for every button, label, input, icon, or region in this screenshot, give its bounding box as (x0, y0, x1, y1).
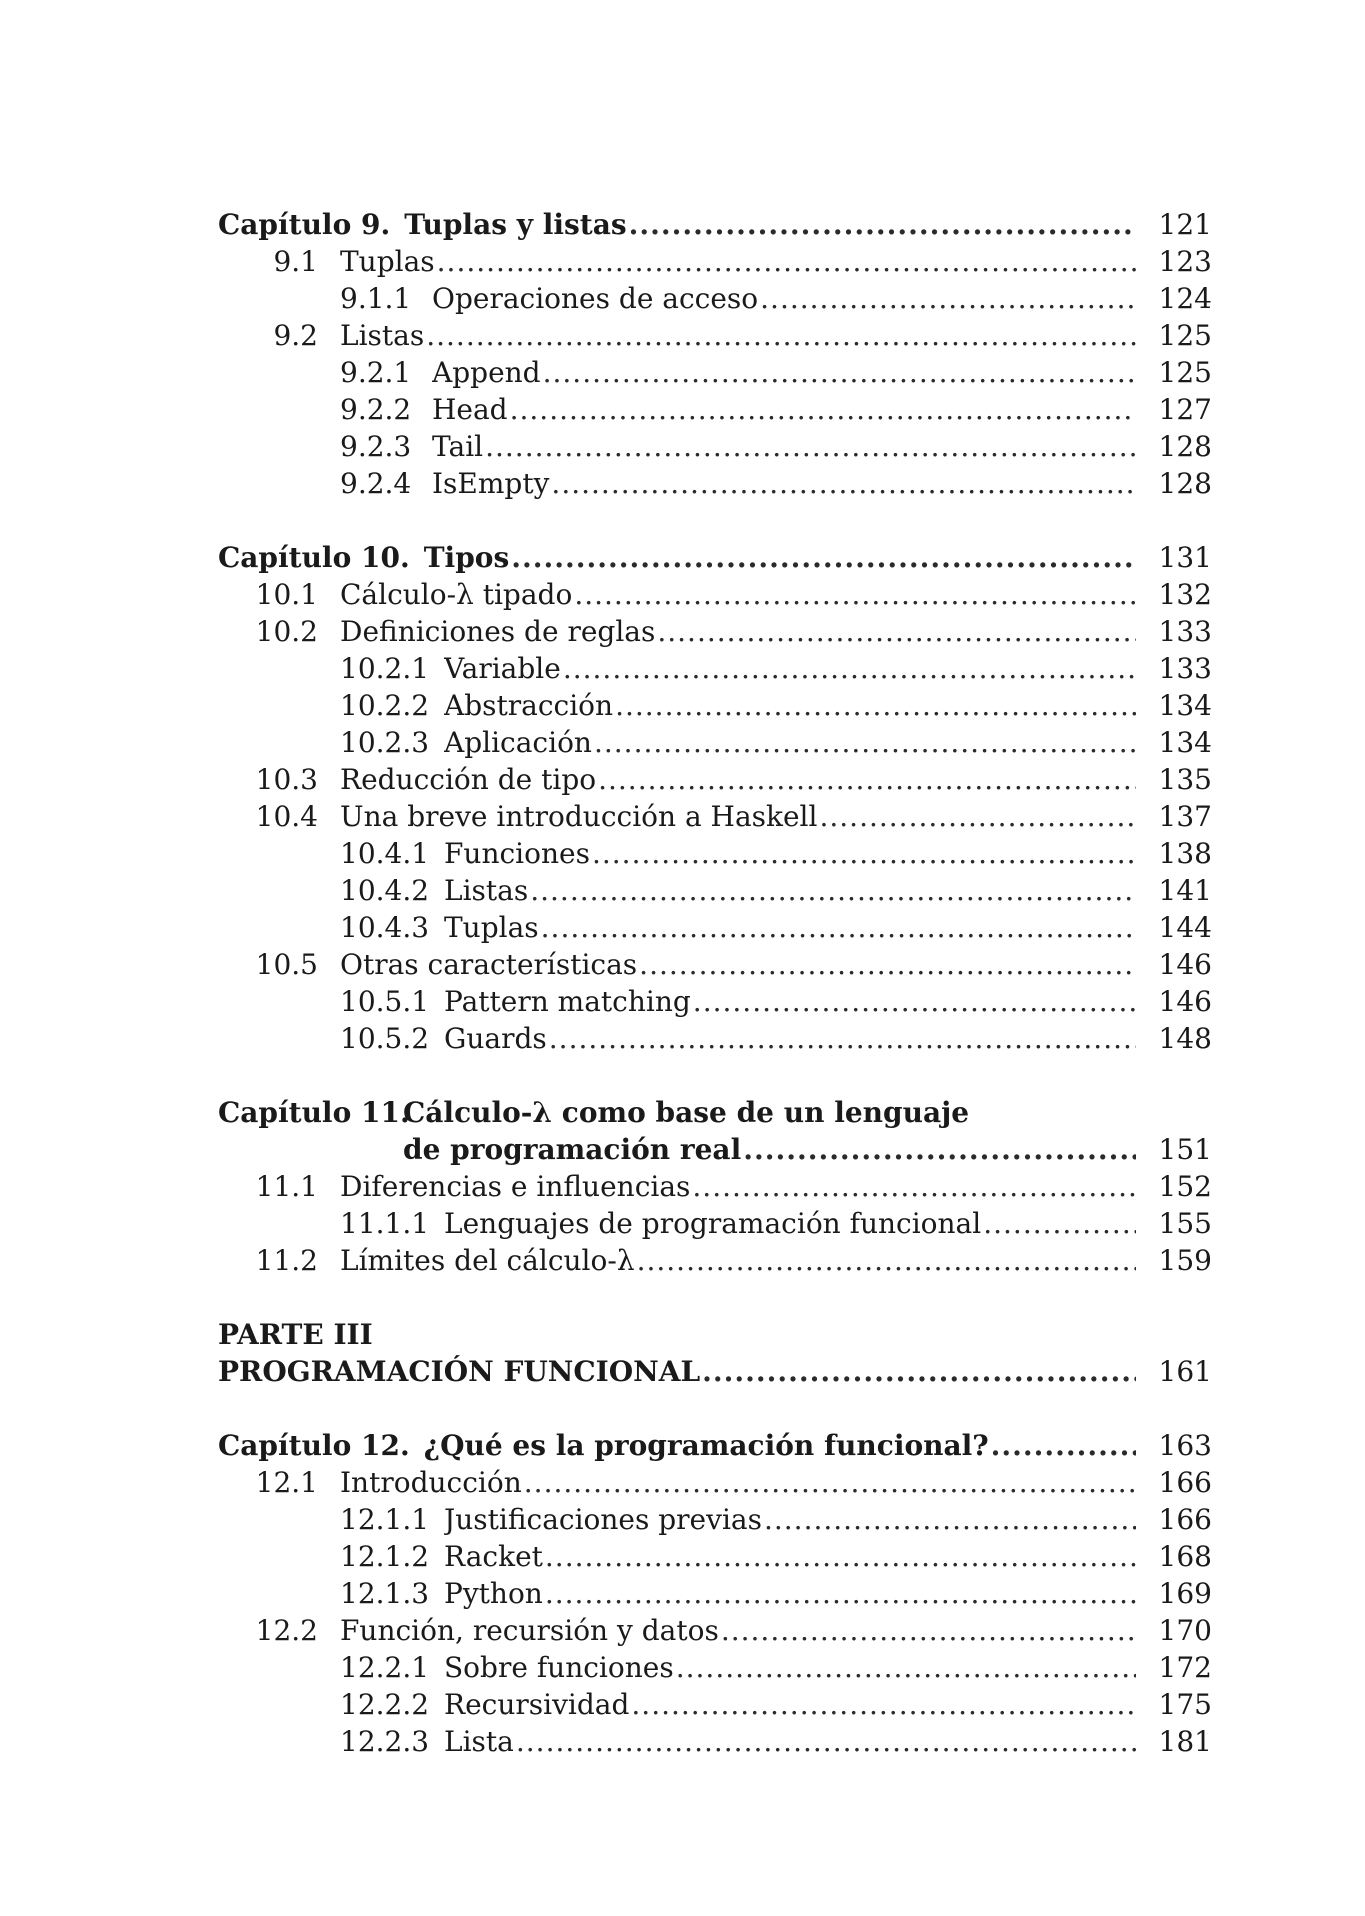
toc-chapter-11-line2 (0, 1131, 1365, 1168)
section-entry (340, 798, 1136, 835)
leader-dots (692, 1168, 1136, 1205)
subsection-page: 127 (1158, 393, 1212, 426)
subsection-number: 12.1.1 (340, 1503, 430, 1536)
leader-dots (437, 243, 1136, 280)
subsection-entry (444, 724, 1136, 761)
leader-dots (983, 1205, 1136, 1242)
chapter-11-entry (403, 1131, 1136, 1168)
section-entry (340, 1168, 1136, 1205)
subsection-page: 168 (1158, 1540, 1212, 1573)
leader-dots (657, 613, 1136, 650)
subsection-entry (444, 1723, 1136, 1760)
leader-dots (549, 1020, 1136, 1057)
subsection-page: 125 (1158, 356, 1212, 389)
leader-dots (541, 909, 1136, 946)
subsection-number: 9.2.4 (340, 467, 412, 500)
subsection-page: 141 (1158, 874, 1212, 907)
toc-subsection-10-4-3 (0, 909, 1365, 946)
subsection-entry (444, 687, 1136, 724)
section-entry (340, 1464, 1136, 1501)
subsection-page: 133 (1158, 652, 1212, 685)
subsection-title: Tuplas (444, 911, 539, 944)
subsection-title: IsEmpty (432, 467, 550, 500)
subsection-number: 10.4.1 (340, 837, 430, 870)
toc-subsection-11-1-1 (0, 1205, 1365, 1242)
subsection-page: 172 (1158, 1651, 1212, 1684)
subsection-number: 12.2.2 (340, 1688, 430, 1721)
subsection-page: 134 (1158, 689, 1212, 722)
section-title: Cálculo-λ tipado (340, 578, 573, 611)
section-number: 9.2 (273, 319, 318, 352)
subsection-number: 12.2.3 (340, 1725, 430, 1758)
section-number: 10.2 (255, 615, 318, 648)
toc-subsection-12-2-2 (0, 1686, 1365, 1723)
leader-dots (743, 1131, 1136, 1168)
subsection-entry (432, 354, 1136, 391)
subsection-title: Tail (432, 430, 484, 463)
toc-subsection-9-2-2 (0, 391, 1365, 428)
toc-subsection-9-2-3 (0, 428, 1365, 465)
section-number: 10.5 (255, 948, 318, 981)
subsection-page: 128 (1158, 467, 1212, 500)
subsection-page: 124 (1158, 282, 1212, 315)
section-page: 166 (1158, 1466, 1212, 1499)
toc-chapter-10 (0, 539, 1365, 576)
section-title: Definiciones de reglas (340, 615, 656, 648)
toc-subsection-12-1-3 (0, 1575, 1365, 1612)
section-entry (340, 243, 1136, 280)
subsection-page: 146 (1158, 985, 1212, 1018)
section-title: Función, recursión y datos (340, 1614, 719, 1647)
leader-dots (991, 1427, 1136, 1464)
toc-subsection-10-4-2 (0, 872, 1365, 909)
leader-dots (721, 1612, 1136, 1649)
subsection-title: Guards (444, 1022, 547, 1055)
subsection-entry (444, 1020, 1136, 1057)
leader-dots (760, 280, 1136, 317)
toc-chapter-9 (0, 206, 1365, 243)
subsection-entry (444, 650, 1136, 687)
subsection-title: Recursividad (444, 1688, 630, 1721)
toc-subsection-12-1-1 (0, 1501, 1365, 1538)
section-page: 159 (1158, 1244, 1212, 1277)
toc-section-11-1 (0, 1168, 1365, 1205)
subsection-page: 148 (1158, 1022, 1212, 1055)
toc-section-10-5 (0, 946, 1365, 983)
leader-dots (574, 576, 1136, 613)
toc-section-12-1 (0, 1464, 1365, 1501)
subsection-page: 166 (1158, 1503, 1212, 1536)
toc-subsection-12-2-3 (0, 1723, 1365, 1760)
subsection-entry (432, 391, 1136, 428)
section-number: 12.2 (255, 1614, 318, 1647)
chapter-12-page: 163 (1158, 1429, 1212, 1462)
chapter-9-entry (218, 206, 1136, 243)
toc-section-9-1 (0, 243, 1365, 280)
part-3-page: 161 (1158, 1355, 1212, 1388)
toc-section-10-1 (0, 576, 1365, 613)
toc-subsection-10-2-3 (0, 724, 1365, 761)
subsection-title: Lenguajes de programación funcional (444, 1207, 982, 1240)
leader-dots (510, 391, 1136, 428)
leader-dots (511, 539, 1136, 576)
toc-chapter-11-line1 (0, 1094, 1365, 1131)
subsection-number: 9.1.1 (340, 282, 412, 315)
section-title: Tuplas (340, 245, 435, 278)
subsection-title: Funciones (444, 837, 590, 870)
toc-section-10-2 (0, 613, 1365, 650)
subsection-title: Racket (444, 1540, 543, 1573)
section-number: 9.1 (273, 245, 318, 278)
section-page: 132 (1158, 578, 1212, 611)
section-title: Introducción (340, 1466, 522, 1499)
section-page: 152 (1158, 1170, 1212, 1203)
leader-dots (702, 1353, 1136, 1390)
chapter-10-page: 131 (1158, 541, 1212, 574)
subsection-title: Sobre funciones (444, 1651, 674, 1684)
toc-section-10-4 (0, 798, 1365, 835)
section-entry (340, 761, 1136, 798)
subsection-entry (444, 1205, 1136, 1242)
section-number: 12.1 (255, 1466, 318, 1499)
leader-dots (592, 835, 1136, 872)
chapter-11-page: 151 (1158, 1133, 1212, 1166)
leader-dots (637, 1242, 1136, 1279)
subsection-entry (444, 1575, 1136, 1612)
subsection-title: Justificaciones previas (444, 1503, 762, 1536)
subsection-number: 10.4.3 (340, 911, 430, 944)
subsection-entry (432, 465, 1136, 502)
subsection-entry (432, 428, 1136, 465)
section-entry (340, 1612, 1136, 1649)
subsection-number: 10.4.2 (340, 874, 430, 907)
leader-dots (545, 1538, 1136, 1575)
leader-dots (631, 1686, 1136, 1723)
section-page: 135 (1158, 763, 1212, 796)
subsection-title: Append (432, 356, 541, 389)
subsection-title: Listas (444, 874, 529, 907)
subsection-page: 138 (1158, 837, 1212, 870)
subsection-number: 10.2.3 (340, 726, 430, 759)
leader-dots (426, 317, 1136, 354)
leader-dots (551, 465, 1136, 502)
leader-dots (764, 1501, 1136, 1538)
leader-dots (676, 1649, 1136, 1686)
chapter-10-entry (218, 539, 1136, 576)
leader-dots (639, 946, 1136, 983)
leader-dots (693, 983, 1136, 1020)
subsection-entry (444, 872, 1136, 909)
section-entry (340, 613, 1136, 650)
section-page: 137 (1158, 800, 1212, 833)
section-number: 10.4 (255, 800, 318, 833)
chapter-9-page: 121 (1158, 208, 1212, 241)
section-number: 11.1 (255, 1170, 318, 1203)
section-number: 10.3 (255, 763, 318, 796)
subsection-number: 12.1.2 (340, 1540, 430, 1573)
toc-subsection-9-1-1 (0, 280, 1365, 317)
toc-subsection-10-2-2 (0, 687, 1365, 724)
leader-dots (524, 1464, 1136, 1501)
section-number: 10.1 (255, 578, 318, 611)
chapter-9-label: Capítulo 9. (218, 208, 391, 241)
toc-subsection-10-5-2 (0, 1020, 1365, 1057)
subsection-title: Pattern matching (444, 985, 691, 1018)
subsection-entry (444, 1649, 1136, 1686)
chapter-12-title: ¿Qué es la programación funcional? (423, 1429, 989, 1462)
leader-dots (543, 354, 1136, 391)
leader-dots (563, 650, 1136, 687)
toc-subsection-12-2-1 (0, 1649, 1365, 1686)
leader-dots (516, 1723, 1136, 1760)
leader-dots (615, 687, 1136, 724)
subsection-entry (444, 909, 1136, 946)
subsection-entry (444, 1538, 1136, 1575)
section-entry (340, 576, 1136, 613)
chapter-11-title-line2: de programación real (403, 1133, 742, 1166)
toc-subsection-10-5-1 (0, 983, 1365, 1020)
toc-section-11-2 (0, 1242, 1365, 1279)
section-title: Diferencias e influencias (340, 1170, 691, 1203)
subsection-number: 9.2.2 (340, 393, 412, 426)
section-number: 11.2 (255, 1244, 318, 1277)
subsection-page: 181 (1158, 1725, 1212, 1758)
subsection-page: 134 (1158, 726, 1212, 759)
chapter-10-label: Capítulo 10. (218, 541, 410, 574)
part-3-title: PROGRAMACIÓN FUNCIONAL (218, 1355, 701, 1388)
chapter-9-title: Tuplas y listas (404, 208, 627, 241)
subsection-number: 10.2.1 (340, 652, 430, 685)
toc-part-3-label-row (0, 1316, 1365, 1353)
section-entry (340, 946, 1136, 983)
subsection-page: 169 (1158, 1577, 1212, 1610)
leader-dots (530, 872, 1136, 909)
section-title: Listas (340, 319, 425, 352)
subsection-number: 10.5.2 (340, 1022, 430, 1055)
chapter-12-label: Capítulo 12. (218, 1429, 410, 1462)
subsection-title: Abstracción (444, 689, 614, 722)
subsection-page: 155 (1158, 1207, 1212, 1240)
subsection-entry (444, 835, 1136, 872)
leader-dots (485, 428, 1136, 465)
toc-subsection-12-1-2 (0, 1538, 1365, 1575)
subsection-title: Lista (444, 1725, 514, 1758)
section-page: 123 (1158, 245, 1212, 278)
subsection-number: 9.2.1 (340, 356, 412, 389)
chapter-12-entry (218, 1427, 1136, 1464)
subsection-number: 12.2.1 (340, 1651, 430, 1684)
subsection-title: Aplicación (444, 726, 592, 759)
leader-dots (545, 1575, 1136, 1612)
chapter-10-title: Tipos (423, 541, 510, 574)
section-page: 146 (1158, 948, 1212, 981)
section-page: 170 (1158, 1614, 1212, 1647)
part-3-entry (218, 1353, 1136, 1390)
subsection-number: 11.1.1 (340, 1207, 430, 1240)
section-title: Reducción de tipo (340, 763, 597, 796)
toc-subsection-9-2-4 (0, 465, 1365, 502)
section-title: Otras características (340, 948, 638, 981)
toc-subsection-9-2-1 (0, 354, 1365, 391)
toc-chapter-12 (0, 1427, 1365, 1464)
subsection-title: Operaciones de acceso (432, 282, 759, 315)
section-title: Límites del cálculo-λ (340, 1244, 635, 1277)
section-entry (340, 317, 1136, 354)
chapter-11-title-line1: Cálculo-λ como base de un lenguaje (403, 1096, 970, 1129)
subsection-number: 10.2.2 (340, 689, 430, 722)
subsection-page: 128 (1158, 430, 1212, 463)
leader-dots (598, 761, 1136, 798)
toc-section-10-3 (0, 761, 1365, 798)
toc-part-3 (0, 1353, 1365, 1390)
chapter-11-label: Capítulo 11. (218, 1096, 410, 1129)
leader-dots (819, 798, 1136, 835)
subsection-number: 9.2.3 (340, 430, 412, 463)
subsection-number: 10.5.1 (340, 985, 430, 1018)
subsection-entry (444, 1686, 1136, 1723)
subsection-page: 175 (1158, 1688, 1212, 1721)
section-entry (340, 1242, 1136, 1279)
subsection-number: 12.1.3 (340, 1577, 430, 1610)
toc-subsection-10-4-1 (0, 835, 1365, 872)
leader-dots (594, 724, 1136, 761)
section-page: 125 (1158, 319, 1212, 352)
subsection-title: Variable (444, 652, 561, 685)
section-page: 133 (1158, 615, 1212, 648)
leader-dots (629, 206, 1136, 243)
section-title: Una breve introducción a Haskell (340, 800, 818, 833)
toc-subsection-10-2-1 (0, 650, 1365, 687)
subsection-entry (444, 1501, 1136, 1538)
subsection-title: Head (432, 393, 508, 426)
toc-section-12-2 (0, 1612, 1365, 1649)
subsection-title: Python (444, 1577, 543, 1610)
subsection-entry (444, 983, 1136, 1020)
part-3-label: PARTE III (218, 1318, 373, 1351)
subsection-page: 144 (1158, 911, 1212, 944)
subsection-entry (432, 280, 1136, 317)
toc-section-9-2 (0, 317, 1365, 354)
